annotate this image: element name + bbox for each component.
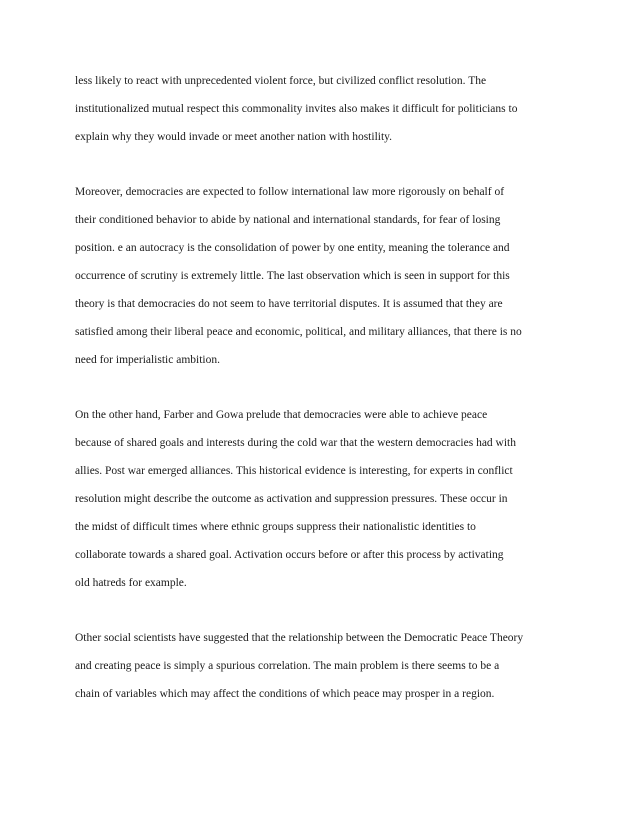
text-line: explain why they would invade or meet another nation with hostility. <box>75 131 393 143</box>
text-line: old hatreds for example. <box>75 577 187 589</box>
text-line: institutionalized mutual respect this commonality invites also makes it difficult for politicians to <box>75 103 518 115</box>
text-line: theory is that democracies do not seem to have territorial disputes. It is assumed that they are <box>75 298 503 310</box>
text-line: their conditioned behavior to abide by national and international standards, for fear of losing <box>75 214 501 226</box>
text-line: satisfied among their liberal peace and economic, political, and military alliances, that there is no <box>75 326 522 338</box>
text-line: because of shared goals and interests during the cold war that the western democracies had with <box>75 437 516 449</box>
text-line: Moreover, democracies are expected to follow international law more rigorously on behalf of <box>75 186 505 198</box>
text-line: collaborate towards a shared goal. Activation occurs before or after this process by activating <box>75 549 504 561</box>
text-line: Other social scientists have suggested that the relationship between the Democratic Peace Theory <box>75 632 524 644</box>
text-line: chain of variables which may affect the conditions of which peace may prosper in a region. <box>75 688 495 700</box>
text-line: and creating peace is simply a spurious correlation. The main problem is there seems to be a <box>75 660 500 672</box>
text-line: less likely to react with unprecedented violent force, but civilized conflict resolution. The <box>75 75 487 87</box>
text-line: need for imperialistic ambition. <box>75 354 220 366</box>
text-line: occurrence of scrutiny is extremely little. The last observation which is seen in support for this <box>75 270 510 282</box>
text-line: resolution might describe the outcome as activation and suppression pressures. These occur in <box>75 493 508 505</box>
text-line: allies. Post war emerged alliances. This historical evidence is interesting, for experts in conflict <box>75 465 513 477</box>
text-line: On the other hand, Farber and Gowa prelude that democracies were able to achieve peace <box>75 409 488 421</box>
text-line: position. e an autocracy is the consolidation of power by one entity, meaning the tolerance and <box>75 242 510 254</box>
text-line: the midst of difficult times where ethnic groups suppress their nationalistic identities to <box>75 521 476 533</box>
